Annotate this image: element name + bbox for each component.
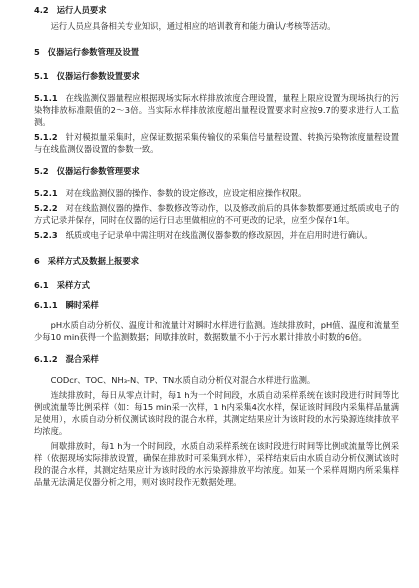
clause-text: 在线监测仪器量程应根据现场实际水样排放浓度合理设置，量程上限应设置为现场执行的污染物排放标准限值的2～3倍。当实际水样排放浓度超出量程设置要求时应按9.7的要求进行人工监测。: [34, 93, 399, 128]
section-title: 采样方式及数据上报要求: [47, 256, 140, 267]
section-number: 5.2: [34, 166, 49, 177]
section-number: 6.1: [34, 280, 49, 291]
clause-text: 对在线监测仪器的操作、参数的设定修改，应设定相应操作权限。: [65, 188, 307, 199]
clause-number: 5.1.2: [34, 132, 58, 143]
section-number: 6.1.2: [34, 354, 58, 365]
body-paragraph: pH水质自动分析仪、温度计和流量计对瞬时水样进行监测。连续排放时，pH值、温度和流量至少每10 min获得一个监测数据；间歇排放时，数据数量不小于污水累计排放小时数的6倍。: [34, 320, 399, 343]
body-paragraph: 连续排放时，每日从零点计时，每1 h为一个时间段，水质自动采样系统在该时段进行时间等比例或流量等比例采样（如：每15 min采一次样，1 h内采集4次水样，保证该时间段内采集样品量满足使用），水质自动分析仪测试该时段的混合水样，其测定结果应计为该时段的水污染源连续排放平均浓度。: [34, 390, 399, 437]
section-number: 4.2: [34, 5, 49, 15]
section-title: 仪器运行参数管理要求: [56, 166, 140, 177]
numbered-clause: [34, 92, 399, 128]
section-heading: [34, 353, 399, 365]
clause-number: 5.1.1: [34, 93, 58, 104]
numbered-clause: [34, 229, 399, 241]
body-paragraph: 间歇排放时，每1 h为一个时间段，水质自动采样系统在该时段进行时间等比例或流量等比例采样（依据现场实际排放设置，确保在排放时可采集到水样），采样结束后由水质自动分析仪测试该时段的混合水样，其测定结果应计为该时段的水污染源排放平均浓度。如某一个采样周期内所采集样品量无法满足仪器分析之用，则对该时段作无数据处理。: [34, 441, 399, 488]
clause-number: 5.2.3: [34, 230, 58, 241]
section-heading: [34, 165, 399, 177]
section-number: 5: [34, 47, 40, 58]
section-heading: [34, 46, 399, 58]
section-heading: [34, 299, 399, 311]
clause-text: 对在线监测仪器的操作、参数修改等动作，以及修改前后的具体参数都要通过纸质或电子的方式记录并保存，同时在仪器的运行日志里做相应的不可更改的记录，应至少保存1年。: [34, 203, 399, 226]
section-heading: [34, 4, 399, 16]
numbered-clause: [34, 202, 399, 226]
section-number: 6: [34, 256, 40, 267]
section-title: 采样方式: [56, 280, 90, 291]
numbered-clause: [34, 187, 399, 199]
numbered-clause: [34, 131, 399, 155]
section-heading: [34, 255, 399, 267]
body-paragraph: 运行人员应具备相关专业知识，通过相应的培训教育和能力确认/考核等活动。: [50, 21, 336, 32]
section-heading: [34, 279, 399, 291]
clause-number: 5.2.1: [34, 188, 58, 199]
clause-text: 针对模拟量采集时，应保证数据采集传输仪的采集信号量程设置、转换污染物浓度量程设置与在线监测仪器设置的参数一致。: [34, 132, 399, 155]
clause-number: 5.2.2: [34, 203, 58, 214]
section-number: 6.1.1: [34, 300, 58, 311]
section-number: 5.1: [34, 71, 49, 82]
section-title: 仪器运行参数设置要求: [56, 71, 140, 82]
body-paragraph: CODcr、TOC、NH₃-N、TP、TN水质自动分析仪对混合水样进行监测。: [50, 375, 316, 386]
section-title: 运行人员要求: [56, 5, 107, 15]
section-heading: [34, 70, 399, 82]
section-title: 瞬时采样: [65, 300, 99, 311]
clause-text: 纸质或电子记录单中需注明对在线监测仪器参数的修改原因，并在启用时进行确认。: [65, 230, 373, 241]
section-title: 仪器运行参数管理及设置: [47, 47, 140, 58]
section-title: 混合采样: [65, 354, 99, 365]
